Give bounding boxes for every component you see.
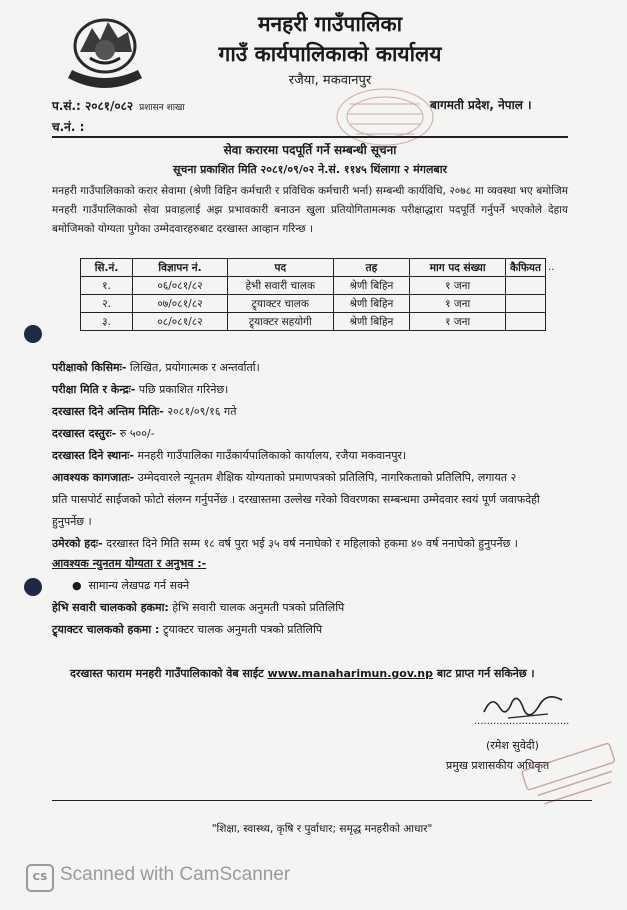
fee-value: रु ५००/- <box>116 427 155 440</box>
required-documents-cont: प्रति पासपोर्ट साईजको फोटो संलग्न गर्नुपर्नेछ । दरखास्तमा उल्लेख गरेको विवरणका सम्बन्धमा उम्मेदवार स्वयं पूर्ण जवाफदेही <box>52 493 540 506</box>
exam-date-label: परीक्षा मिति र केन्द्रः- <box>52 383 136 396</box>
office-name: गाउँ कार्यपालिकाको कार्यालय <box>218 42 442 66</box>
deadline <box>52 402 582 421</box>
notice-subtitle: सूचना प्रकाशित मिति २०८१/०९/०२ ने.सं. ११४५ थिंलागा २ मंगलबार <box>172 163 448 176</box>
tractor-driver-label: ट्र्याक्टर चालकको हकमा : <box>52 623 160 636</box>
col-level: तह <box>333 259 410 277</box>
dispatch-number: च.नं. : <box>52 120 85 134</box>
heavy-driver-label: हेभि सवारी चालकको हकमा: <box>52 601 169 614</box>
office-address: रजैया, मकवानपुर <box>288 73 372 88</box>
exam-date <box>52 380 582 399</box>
cell: हेभी सवारी चालक <box>227 277 333 295</box>
table-trailing-mark: .. <box>548 262 555 273</box>
cell <box>506 295 546 313</box>
header-divider <box>52 136 568 138</box>
required-documents-end: हुनुपर्नेछ । <box>52 515 92 528</box>
form-download-before: दरखास्त फाराम मनहरी गाउँपालिकाको वेब साईट <box>70 667 268 680</box>
col-serial: सि.नं. <box>81 259 133 277</box>
cell: श्रेणी बिहिन <box>333 295 410 313</box>
required-documents-label: आवश्यक कागजातः- <box>52 471 135 484</box>
scanner-watermark: Scanned with CamScanner <box>60 864 291 885</box>
deadline-label: दरखास्त दिने अन्तिम मितिः- <box>52 405 164 418</box>
table-row <box>81 277 546 295</box>
age-limit <box>52 534 582 553</box>
cell: १ जना <box>410 295 506 313</box>
col-advert: विज्ञापन नं. <box>133 259 228 277</box>
deadline-value: २०८१/०९/१६ गते <box>163 405 237 418</box>
form-download-note <box>70 666 590 681</box>
vacancy-table <box>80 258 546 331</box>
qualification-bullet <box>72 578 189 593</box>
qualification-bullet-text: सामान्य लेखपढ गर्न सक्ने <box>88 579 190 592</box>
required-documents <box>52 468 582 487</box>
cell: १ जना <box>410 313 506 331</box>
table-header-row <box>81 259 546 277</box>
section-name: प्रशासन शाखा <box>139 103 185 113</box>
tractor-driver-value: ट्र्याक्टर चालक अनुमती पत्रको प्रतिलिपि <box>159 623 323 636</box>
submission-place <box>52 446 582 465</box>
col-remarks: कैफियत <box>506 259 546 277</box>
cell <box>506 313 546 331</box>
submission-place-label: दरखास्त दिने स्थानः- <box>52 449 135 462</box>
fee-label: दरखास्त दस्तुरः- <box>52 427 117 440</box>
col-count: माग पद संख्या <box>410 259 506 277</box>
punch-hole-icon <box>24 325 42 343</box>
cell: श्रेणी बिहिन <box>333 313 410 331</box>
cell <box>506 277 546 295</box>
cell: १. <box>81 277 133 295</box>
cell: ०६/०८१/८२ <box>133 277 228 295</box>
municipality-name: मनहरी गाउँपालिका <box>257 12 403 36</box>
heavy-driver-requirement <box>52 598 582 617</box>
bullet-dot-icon: ● <box>72 579 89 592</box>
signatory-title: प्रमुख प्रशासकीय अधिकृत <box>446 759 550 772</box>
punch-hole-icon <box>24 578 42 596</box>
province-name: बागमती प्रदेश, नेपाल । <box>430 98 532 112</box>
submission-place-value: मनहरी गाउँपालिका गाउँकार्यपालिकाको कार्यालय, रजैया मकवानपुर। <box>134 449 407 462</box>
cell: ट्र्याक्टर चालक <box>227 295 333 313</box>
municipality-motto: "शिक्षा, स्वास्थ्य, कृषि र पुर्वाधार; समृद्ध मनहरीको आधार" <box>211 823 433 835</box>
cell: २. <box>81 295 133 313</box>
age-limit-value: दरखास्त दिने मिति सम्म १८ वर्ष पुरा भई ३५ वर्ष ननाघेको र महिलाको हकमा ४० वर्ष ननाघेको हुनुपर्नेछ । <box>102 537 518 550</box>
exam-date-value: पछि प्रकाशित गरिनेछ। <box>135 383 229 396</box>
exam-type-label: परीक्षाको किसिमः- <box>52 361 127 374</box>
qualification-heading <box>52 554 582 573</box>
cell: ०७/०८१/८२ <box>133 295 228 313</box>
nepal-emblem-icon <box>62 8 148 88</box>
table-row <box>81 313 546 331</box>
cell: १ जना <box>410 277 506 295</box>
cell: ट्र्याक्टर सहयोगी <box>227 313 333 331</box>
notice-intro: मनहरी गाउँपालिकाको करार सेवामा (श्रेणी विहिन कर्मचारी र प्रविधिक कर्मचारी भर्ना) सम्बन्धी कार्यविधि, २०७८ मा व्यवस्था भए बमोजिम मनहरी गाउँपालिकाको सेवा प्रवाहलाई अझ प्रभावकारी बनाउन खुला प्रतियोगितामत्मक परीक्षाद्धारा पदपूर्ति गर्नुपर्ने भएकोले देहाय बमोजिमको योग्यता पुगेका उम्मेदवारहरुबाट दरखास्त आव्हान गरिन्छ । <box>52 185 568 235</box>
signature-line: .............................. <box>474 716 570 727</box>
col-post: पद <box>227 259 333 277</box>
cell: ३. <box>81 313 133 331</box>
cell: श्रेणी बिहिन <box>333 277 410 295</box>
required-documents-line1: उम्मेदवारले न्यूनतम शैक्षिक योग्यताको प्रमाणपत्रको प्रतिलिपि, नागरिकताको प्रतिलिपि, लगायत २ <box>134 471 517 484</box>
footer-divider <box>52 800 592 801</box>
camscanner-logo-icon: CS <box>26 864 54 892</box>
signatory-name: (रमेश सुवेदी) <box>486 739 539 752</box>
qualification-heading-text: आवश्यक न्युनतम योग्यता र अनुभव :- <box>52 557 207 570</box>
website-link[interactable]: www.manaharimun.gov.np <box>267 667 433 680</box>
age-limit-label: उमेरको हदः- <box>52 537 103 550</box>
exam-type-value: लिखित, प्रयोगात्मक र अन्तर्वार्ता। <box>126 361 260 374</box>
reference-number <box>52 97 185 114</box>
cell: ०८/०८१/८२ <box>133 313 228 331</box>
exam-type <box>52 358 582 377</box>
tractor-driver-requirement <box>52 620 582 639</box>
officer-stamp-icon <box>520 740 625 815</box>
form-download-after: बाट प्राप्त गर्न सकिनेछ । <box>433 667 535 680</box>
fee <box>52 424 582 443</box>
heavy-driver-value: हेभि सवारी चालक अनुमती पत्रको प्रतिलिपि <box>168 601 345 614</box>
notice-title: सेवा करारमा पदपूर्ति गर्ने सम्बन्धी सूचना <box>223 143 397 157</box>
reference-number-value: प.सं.: २०८१/०८२ <box>52 99 134 113</box>
table-row <box>81 295 546 313</box>
